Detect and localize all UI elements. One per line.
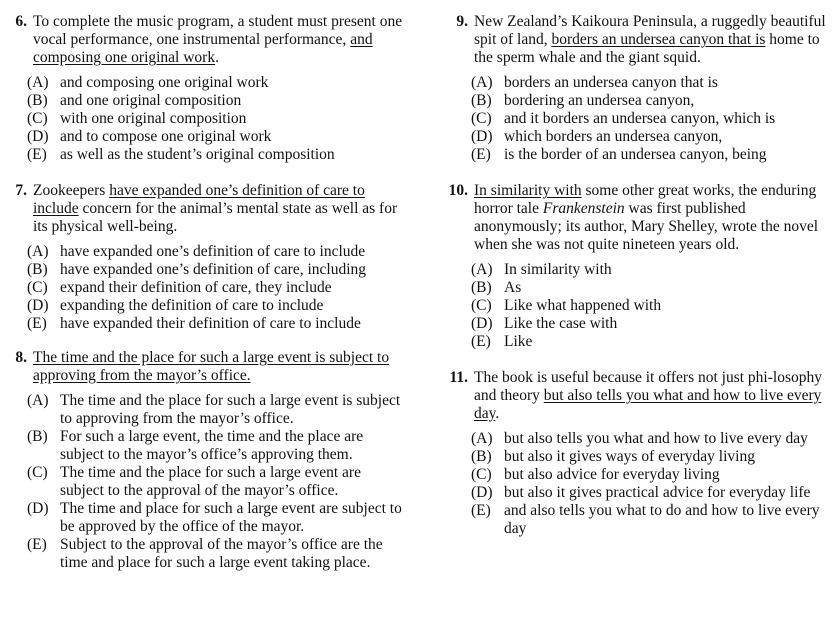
question-text [468, 182, 832, 254]
choice-letter: (C) [27, 110, 48, 127]
question-10 [442, 182, 832, 351]
choice-text: and to compose one original work [60, 128, 272, 145]
choice-letter: (C) [471, 110, 492, 127]
choice-d[interactable] [27, 500, 406, 536]
question-6 [6, 13, 406, 164]
choice-letter: (A) [27, 392, 49, 409]
choice-a[interactable] [471, 74, 832, 92]
choice-text: have expanded one’s definition of care to include [60, 243, 366, 260]
stem-text: . [495, 405, 500, 422]
choice-letter: (D) [471, 128, 493, 145]
question-text [27, 13, 406, 67]
choice-text: have expanded their definition of care to include [60, 315, 361, 332]
question-stem [6, 182, 406, 236]
choice-text: is the border of an undersea canyon, being [504, 146, 767, 163]
choice-text: and one original composition [60, 92, 242, 109]
choice-letter: (B) [27, 261, 48, 278]
book-title: Frankenstein [542, 200, 625, 217]
question-number: 9. [456, 13, 468, 30]
choice-text: expanding the definition of care to include [60, 297, 324, 314]
choice-c[interactable] [471, 466, 832, 484]
choice-letter: (A) [471, 261, 493, 278]
choice-a[interactable] [27, 74, 406, 92]
choice-letter: (E) [471, 333, 491, 350]
answer-choices [6, 243, 406, 333]
choice-text: and it borders an undersea canyon, which is [504, 110, 776, 127]
underlined-text: and composing one original work [33, 31, 373, 66]
choice-a[interactable] [27, 243, 406, 261]
question-8 [6, 349, 406, 572]
stem-text: New Zealand’s Kaikoura Peninsula, a ruggedly beautiful spit of land, [474, 13, 826, 48]
choice-text: which borders an undersea canyon, [504, 128, 723, 145]
choice-c[interactable] [27, 110, 406, 128]
choice-letter: (E) [471, 502, 491, 519]
choice-a[interactable] [471, 430, 832, 448]
choice-b[interactable] [471, 448, 832, 466]
choice-d[interactable] [27, 297, 406, 315]
choice-letter: (D) [27, 297, 49, 314]
choice-text: borders an undersea canyon that is [504, 74, 718, 91]
choice-letter: (B) [471, 279, 492, 296]
stem-text: some other great works, the enduring horror tale [474, 182, 817, 217]
choice-letter: (C) [471, 466, 492, 483]
stem-text: The book is useful because it offers not just phi-losophy and theory [474, 369, 822, 404]
choice-text: with one original composition [60, 110, 247, 127]
choice-text: As [504, 279, 522, 296]
stem-text: To complete the music program, a student must present one vocal performance, one instrumental performance, [33, 13, 403, 48]
choice-letter: (E) [471, 146, 491, 163]
choice-e[interactable] [27, 146, 406, 164]
choice-letter: (E) [27, 536, 47, 553]
choice-text: and also tells you what to do and how to live every day [504, 502, 820, 537]
stem-text: concern for the animal’s mental state as well as for its physical well-being. [33, 200, 398, 235]
choice-text: Like what happened with [504, 297, 662, 314]
question-stem [6, 349, 406, 385]
choice-letter: (E) [27, 315, 47, 332]
choice-e[interactable] [471, 502, 832, 538]
choice-e[interactable] [471, 333, 832, 351]
question-stem [442, 182, 832, 254]
underlined-text: borders an undersea canyon that is [551, 31, 766, 48]
question-number: 11. [449, 369, 468, 386]
left-column [6, 13, 406, 590]
answer-choices [6, 74, 406, 164]
choice-c[interactable] [27, 279, 406, 297]
question-number: 7. [15, 182, 27, 199]
question-stem [442, 369, 832, 423]
answer-choices [442, 261, 832, 351]
choice-c[interactable] [471, 110, 832, 128]
stem-text: was first published anonymously; its author, Mary Shelley, wrote the novel when she was not quite nineteen years old. [474, 200, 819, 253]
stem-text: home to the sperm whale and the giant squid. [474, 31, 820, 66]
question-number: 8. [15, 349, 27, 366]
choice-e[interactable] [471, 146, 832, 164]
choice-d[interactable] [471, 484, 832, 502]
question-stem [442, 13, 832, 67]
choice-text: Subject to the approval of the mayor’s office are the time and place for such a large event taking place. [60, 536, 383, 571]
choice-letter: (D) [471, 315, 493, 332]
choice-letter: (A) [27, 243, 49, 260]
underlined-text: but also tells you what and how to live every day [474, 387, 822, 422]
choice-text: The time and place for such a large event are subject to be approved by the office of the mayor. [60, 500, 402, 535]
choice-text: but also tells you what and how to live every day [504, 430, 808, 447]
stem-text: Zookeepers [33, 182, 110, 199]
choice-c[interactable] [471, 297, 832, 315]
choice-letter: (D) [27, 128, 49, 145]
choice-letter: (D) [27, 500, 49, 517]
choice-text: In similarity with [504, 261, 612, 278]
choice-b[interactable] [27, 261, 406, 279]
choice-letter: (C) [471, 297, 492, 314]
choice-text: and composing one original work [60, 74, 269, 91]
choice-letter: (C) [27, 464, 48, 481]
choice-letter: (C) [27, 279, 48, 296]
choice-letter: (D) [471, 484, 493, 501]
choice-text-line: The time and the place for such a large event is subject to approving from the mayor’s office. [60, 392, 401, 427]
choice-d[interactable] [27, 128, 406, 146]
choice-c[interactable] [27, 464, 406, 500]
choice-letter: (B) [471, 92, 492, 109]
question-text [468, 13, 832, 67]
choice-text: but also advice for everyday living [504, 466, 720, 483]
question-number: 10. [448, 182, 468, 199]
underlined-text: The time and the place for such a large event is subject to approving from the mayor’s office. [33, 349, 390, 384]
choice-letter: (A) [471, 74, 493, 91]
question-stem [6, 13, 406, 67]
answer-choices [442, 74, 832, 164]
choice-b[interactable] [471, 92, 832, 110]
choice-text: as well as the student’s original composition [60, 146, 335, 163]
question-text [468, 369, 832, 423]
right-column [442, 13, 832, 556]
answer-choices [442, 430, 832, 538]
choice-d[interactable] [471, 128, 832, 146]
choice-letter: (B) [471, 448, 492, 465]
choice-letter: (A) [471, 430, 493, 447]
choice-text: Like [504, 333, 533, 350]
choice-text: The time and the place for such a large event are subject to the approval of the mayor’s office. [60, 464, 361, 499]
choice-letter: (B) [27, 428, 48, 445]
choice-b[interactable] [471, 279, 832, 297]
choice-a[interactable] [471, 261, 832, 279]
question-number: 6. [15, 13, 27, 30]
question-7 [6, 182, 406, 333]
underlined-text: have expanded one’s definition of care to include [33, 182, 365, 217]
choice-text: bordering an undersea canyon, [504, 92, 695, 109]
question-11 [442, 369, 832, 538]
stem-text: . [215, 49, 219, 66]
choice-b[interactable] [27, 92, 406, 110]
choice-text: For such a large event, the time and the place are subject to the mayor’s office’s approving them. [60, 428, 364, 463]
choice-text: Like the case with [504, 315, 618, 332]
underlined-text: In similarity with [474, 182, 582, 199]
choice-a[interactable] [27, 392, 406, 428]
answer-choices [6, 392, 406, 572]
choice-letter: (A) [27, 74, 49, 91]
choice-text: but also it gives ways of everyday living [504, 448, 755, 465]
choice-text: have expanded one’s definition of care, including [60, 261, 367, 278]
question-9 [442, 13, 832, 164]
choice-d[interactable] [471, 315, 832, 333]
choice-text: expand their definition of care, they include [60, 279, 332, 296]
choice-text: but also it gives practical advice for everyday life [504, 484, 811, 501]
choice-text [60, 392, 406, 428]
choice-letter: (E) [27, 146, 47, 163]
choice-b[interactable] [27, 428, 406, 464]
question-text [27, 182, 406, 236]
choice-e[interactable] [27, 315, 406, 333]
choice-letter: (B) [27, 92, 48, 109]
choice-e[interactable] [27, 536, 406, 572]
